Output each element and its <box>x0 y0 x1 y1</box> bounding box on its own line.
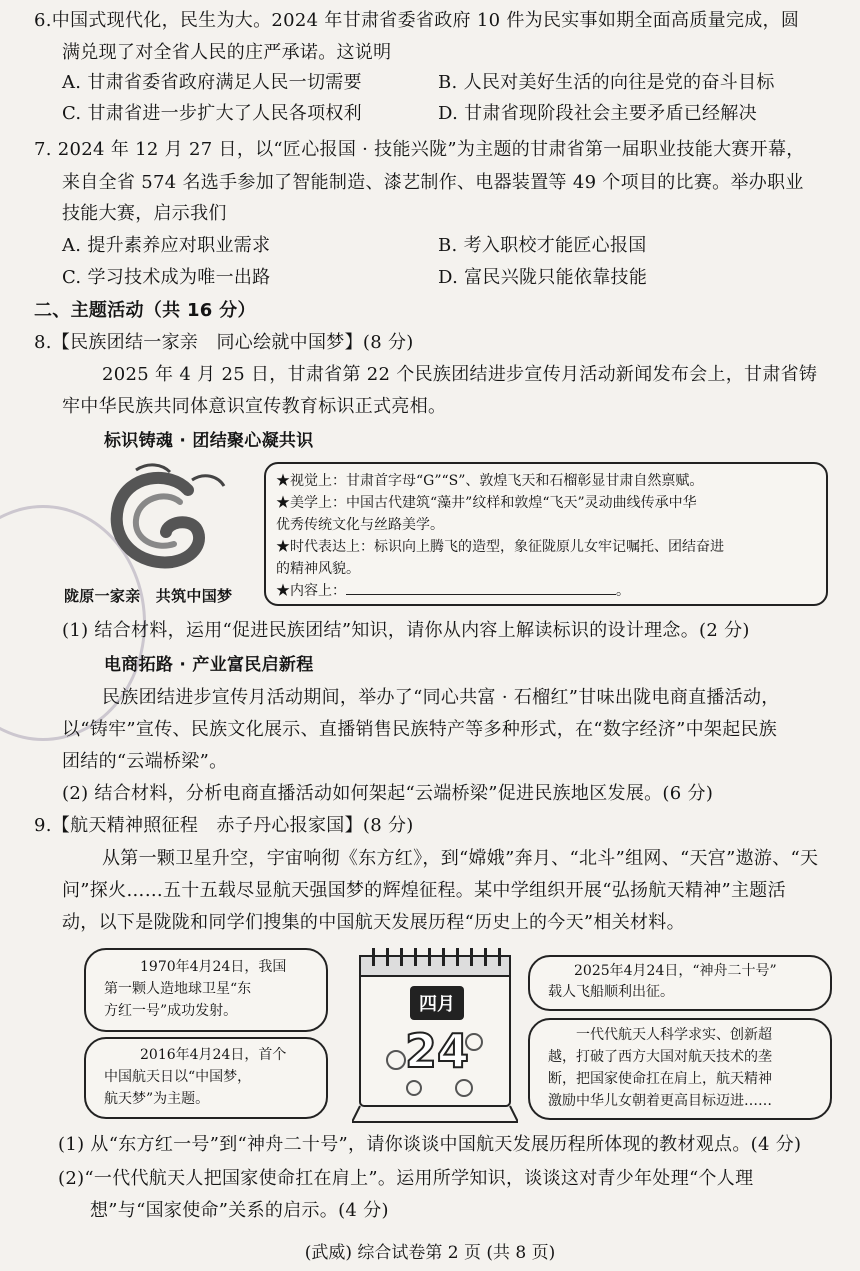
q6-option-b: B. 人民对美好生活的向往是党的奋斗目标 <box>438 72 775 93</box>
q9-paragraph-line2: 问”探火……五十五载尽显航天强国梦的辉煌征程。某中学组织开展“弘扬航天精神”主题活 <box>62 880 786 901</box>
bubble-2016-line1: 2016年4月24日，首个 <box>140 1047 287 1063</box>
q7-option-b: B. 考入职校才能匠心报国 <box>438 235 647 256</box>
bubble-spirit-line2: 越，打破了西方大国对航天技术的垄 <box>548 1049 772 1065</box>
q9-subquestion-1: (1) 从“东方红一号”到“神舟二十号”，请你谈谈中国航天发展历程所体现的教材观点。(4 分) <box>58 1134 802 1155</box>
notes-era: ★时代表达上：标识向上腾飞的造型，象征陇原儿女牢记嘱托、团结奋进 <box>276 539 724 555</box>
q7-option-c: C. 学习技术成为唯一出路 <box>62 267 271 288</box>
notes-visual: ★视觉上：甘肃首字母“G”“S”、敦煌飞天和石榴彰显甘肃自然禀赋。 <box>276 473 704 489</box>
q7-stem-line3: 技能大赛，启示我们 <box>62 203 227 224</box>
q8-title: 8.【民族团结一家亲 同心绘就中国梦】(8 分) <box>34 332 414 353</box>
calendar-day: 24 <box>404 1024 469 1078</box>
bubble-spirit-line4: 激励中华儿女朝着更高目标迈进…… <box>548 1093 772 1109</box>
notes-content-end: 。 <box>616 583 630 599</box>
q7-stem-line2: 来自全省 574 名选手参加了智能制造、漆艺制作、电器装置等 49 个项目的比赛。举办职业 <box>62 172 804 193</box>
q8-subquestion-2: (2) 结合材料，分析电商直播活动如何架起“云端桥梁”促进民族地区发展。(6 分) <box>62 783 714 804</box>
notes-aesthetic-cont: 优秀传统文化与丝路美学。 <box>276 517 444 533</box>
page-footer: (武威) 综合试卷第 2 页 (共 8 页) <box>304 1243 556 1263</box>
q7-option-a: A. 提升素养应对职业需求 <box>62 235 271 256</box>
q6-option-d: D. 甘肃省现阶段社会主要矛盾已经解决 <box>438 103 757 124</box>
answer-blank[interactable] <box>346 580 616 595</box>
q7-stem-line1: 7. 2024 年 12 月 27 日，以“匠心报国 · 技能兴陇”为主题的甘肃省第一届职业技能大赛开幕， <box>34 139 805 160</box>
q9-paragraph-line1: 从第一颗卫星升空，宇宙响彻《东方红》，到“嫦娥”奔月、“北斗”组网、“天宫”遨游、“天 <box>102 848 819 869</box>
q9-subquestion-2-line2: 想”与“国家使命”关系的启示。(4 分) <box>90 1200 389 1221</box>
bubble-spirit-line1: 一代代航天人科学求实、创新超 <box>576 1027 772 1043</box>
notes-content-label: ★内容上： <box>276 583 346 599</box>
q8-paragraph-line4: 以“铸牢”宣传、民族文化展示、直播销售民族特产等多种形式，在“数字经济”中架起民族 <box>62 719 778 740</box>
notes-aesthetic: ★美学上：中国古代建筑“藻井”纹样和敦煌“飞天”灵动曲线传承中华 <box>276 495 697 511</box>
q8-paragraph-line1: 2025 年 4 月 25 日，甘肃省第 22 个民族团结进步宣传月活动新闻发布会上，甘肃省铸 <box>102 364 818 385</box>
q7-option-d: D. 富民兴陇只能依靠技能 <box>438 267 648 288</box>
q6-option-c: C. 甘肃省进一步扩大了人民各项权利 <box>62 103 362 124</box>
gs-logo-icon <box>100 462 230 580</box>
section-heading: 二、主题活动（共 16 分） <box>34 300 256 321</box>
q8-subheading-logo: 标识铸魂 · 团结聚心凝共识 <box>104 431 314 451</box>
bubble-1970-line1: 1970年4月24日，我国 <box>140 959 287 975</box>
q6-stem-line1: 6.中国式现代化，民生为大。2024 年甘肃省委省政府 10 件为民实事如期全面高质量完成，圆 <box>34 10 800 31</box>
q8-subheading-ecommerce: 电商拓路 · 产业富民启新程 <box>104 655 314 675</box>
bubble-2016-line2: 中国航天日以“中国梦， <box>104 1069 252 1085</box>
q8-paragraph-line5: 团结的“云端桥梁”。 <box>62 751 228 772</box>
q8-subquestion-1: (1) 结合材料，运用“促进民族团结”知识，请你从内容上解读标识的设计理念。(2 分) <box>62 620 750 641</box>
q6-option-a: A. 甘肃省委省政府满足人民一切需要 <box>62 72 362 93</box>
q9-paragraph-line3: 动，以下是陇陇和同学们搜集的中国航天发展历程“历史上的今天”相关材料。 <box>62 912 685 933</box>
notes-content-blank[interactable] <box>276 580 630 602</box>
bubble-2025-line2: 载人飞船顺利出征。 <box>548 984 674 1000</box>
q8-paragraph-line3: 民族团结进步宣传月活动期间，举办了“同心共富 · 石榴红”甘味出陇电商直播活动， <box>102 687 780 708</box>
logo-caption: 陇原一家亲 共筑中国梦 <box>64 587 233 605</box>
bubble-1970-line2: 第一颗人造地球卫星“东 <box>104 981 252 997</box>
q8-paragraph-line2: 牢中华民族共同体意识宣传教育标识正式亮相。 <box>62 396 447 417</box>
bubble-spirit-line3: 断，把国家使命扛在肩上，航天精神 <box>548 1071 772 1087</box>
q9-title: 9.【航天精神照征程 赤子丹心报家国】(8 分) <box>34 815 414 836</box>
bubble-2016-line3: 航天梦”为主题。 <box>104 1091 210 1107</box>
bubble-1970-line3: 方红一号”成功发射。 <box>104 1003 238 1019</box>
notes-era-cont: 的精神风貌。 <box>276 561 360 577</box>
bubble-2025-line1: 2025年4月24日，“神舟二十号” <box>574 963 777 979</box>
q9-subquestion-2-line1: (2)“一代代航天人把国家使命扛在肩上”。运用所学知识，谈谈这对青少年处理“个人理 <box>58 1168 754 1189</box>
q6-stem-line2: 满兑现了对全省人民的庄严承诺。这说明 <box>62 42 392 63</box>
calendar-month: 四月 <box>419 994 455 1015</box>
